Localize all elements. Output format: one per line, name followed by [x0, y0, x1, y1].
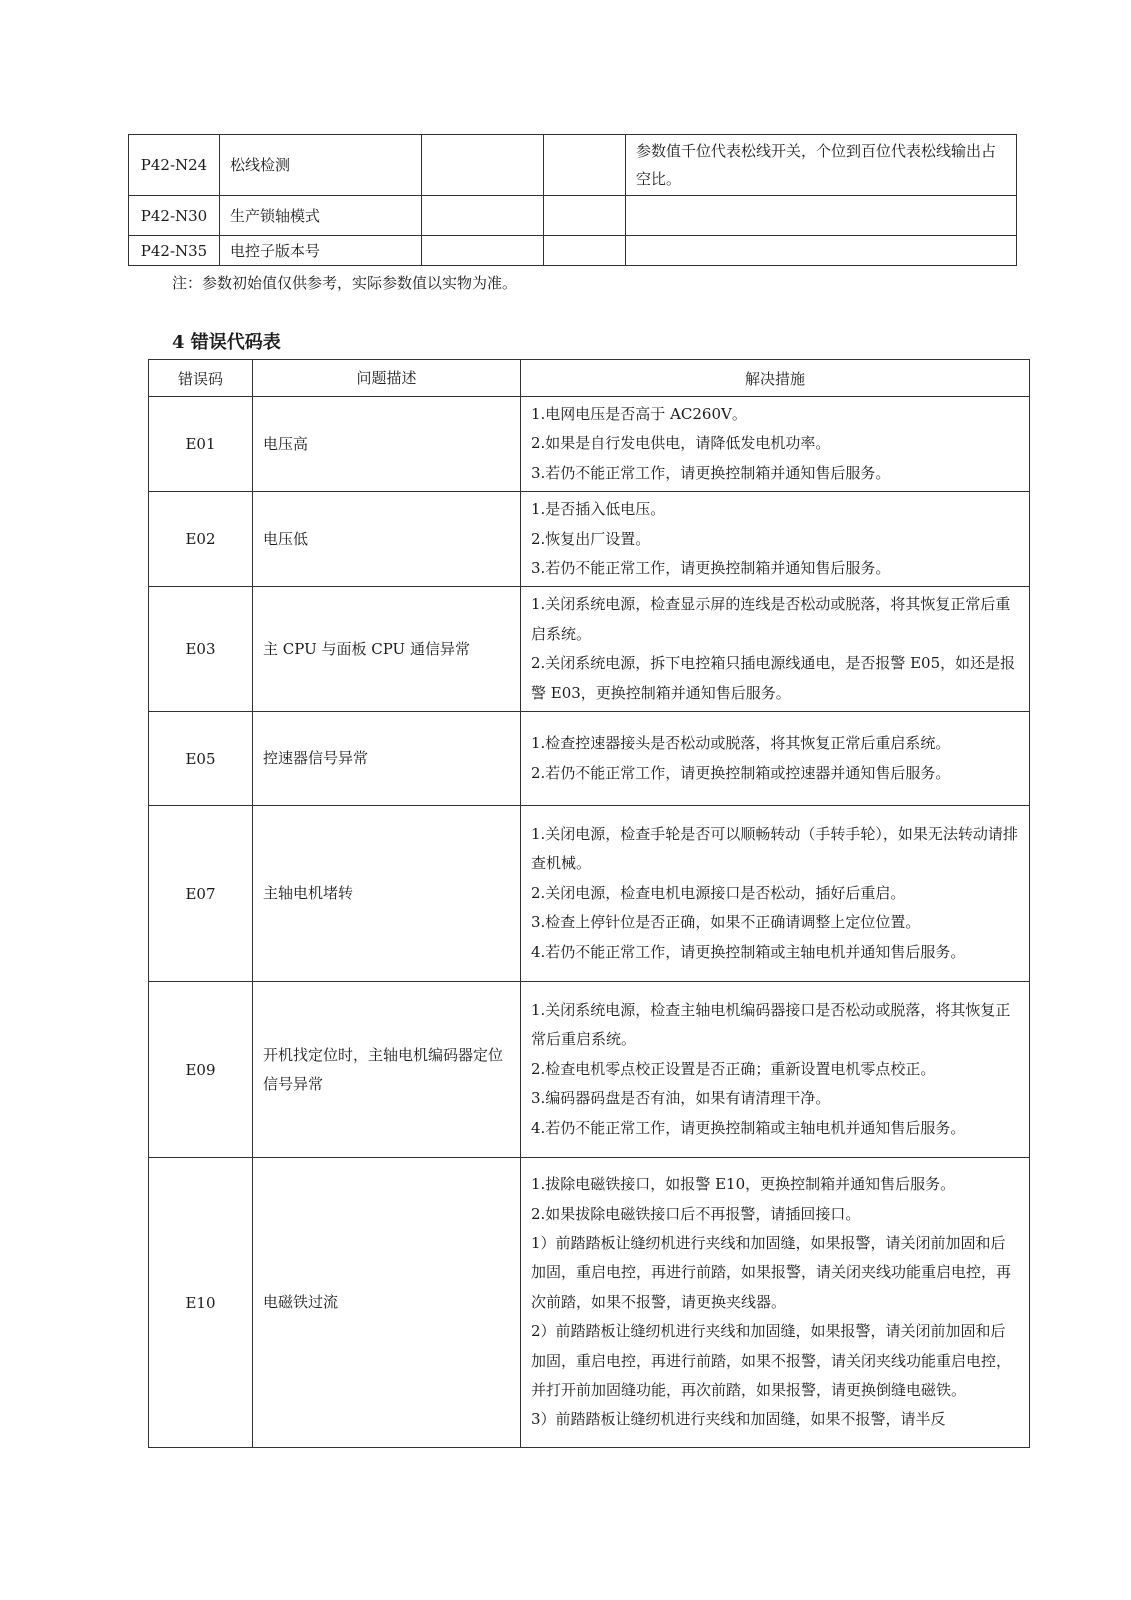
- solution-step: 2.如果拔除电磁铁接口后不再报警，请插回接口。: [531, 1204, 861, 1223]
- solution-step: 2.如果是自行发电供电，请降低发电机功率。: [531, 434, 831, 453]
- solution-step: 1.关闭系统电源，检查显示屏的连线是否松动或脱落，将其恢复正常后重启系统。: [531, 595, 1011, 643]
- table-row: [149, 712, 1030, 806]
- param-value-cell: [422, 236, 544, 266]
- solution-step: 2.关闭电源，检查电机电源接口是否松动，插好后重启。: [531, 883, 906, 902]
- parameter-note: 注：参数初始值仅供参考，实际参数值以实物为准。: [172, 274, 518, 292]
- parameter-table: [128, 134, 1017, 266]
- param-code: P42-N35: [129, 236, 220, 266]
- table-row: [129, 236, 1017, 266]
- param-name: 松线检测: [220, 135, 422, 196]
- table-row: [149, 982, 1030, 1158]
- error-description: 控速器信号异常: [253, 712, 521, 806]
- error-code: E07: [149, 806, 253, 982]
- error-solution: [521, 492, 1030, 587]
- solution-step: 2.若仍不能正常工作，请更换控制箱或控速器并通知售后服务。: [531, 763, 951, 782]
- table-header-row: [149, 360, 1030, 397]
- solution-step: 1）前踏踏板让缝纫机进行夹线和加固缝，如果报警，请关闭前加固和后加固，重启电控，再进行前踏，如果报警，请关闭夹线功能重启电控，再次前踏，如果不报警，请更换夹线器。: [531, 1234, 1012, 1311]
- table-row: [149, 1158, 1030, 1448]
- param-range-cell: [544, 135, 626, 196]
- solution-step: 4.若仍不能正常工作，请更换控制箱或主轴电机并通知售后服务。: [531, 1118, 966, 1137]
- solution-step: 3.编码器码盘是否有油，如果有请清理干净。: [531, 1089, 831, 1108]
- error-description: 开机找定位时，主轴电机编码器定位信号异常: [253, 982, 521, 1158]
- solution-step: 1.检查控速器接头是否松动或脱落，将其恢复正常后重启系统。: [531, 734, 951, 753]
- error-solution: [521, 1158, 1030, 1448]
- error-code-table: [148, 359, 1030, 1448]
- param-value-cell: [422, 196, 544, 236]
- solution-step: 1.拔除电磁铁接口，如报警 E10，更换控制箱并通知售后服务。: [531, 1175, 956, 1194]
- solution-step: 1.关闭电源，检查手轮是否可以顺畅转动（手转手轮），如果无法转动请排查机械。: [531, 825, 1018, 873]
- error-code: E02: [149, 492, 253, 587]
- error-solution: [521, 712, 1030, 806]
- solution-step: 2）前踏踏板让缝纫机进行夹线和加固缝，如果报警，请关闭前加固和后加固，重启电控，再进行前踏，如果不报警，请关闭夹线功能重启电控，并打开前加固缝功能，再次前踏，如果报警，请更换倒缝电磁铁。: [531, 1322, 1012, 1400]
- section-title: 4 错误代码表: [172, 332, 281, 353]
- error-code: E05: [149, 712, 253, 806]
- param-note: [626, 196, 1017, 236]
- solution-step: 3.检查上停针位是否正确，如果不正确请调整上定位位置。: [531, 913, 921, 932]
- table-row: [129, 196, 1017, 236]
- param-name: 电控子版本号: [220, 236, 422, 266]
- solution-step: 2.关闭系统电源，拆下电控箱只插电源线通电，是否报警 E05，如还是报警 E03，更换控制箱并通知售后服务。: [531, 654, 1016, 702]
- solution-step: 3）前踏踏板让缝纫机进行夹线和加固缝，如果不报警，请半反: [531, 1410, 946, 1429]
- error-solution: [521, 397, 1030, 492]
- solution-step: 1.是否插入低电压。: [531, 500, 666, 519]
- table-row: [149, 587, 1030, 712]
- param-range-cell: [544, 236, 626, 266]
- error-description: 电磁铁过流: [253, 1158, 521, 1448]
- solution-step: 2.恢复出厂设置。: [531, 529, 651, 548]
- error-code: E03: [149, 587, 253, 712]
- error-description: 主 CPU 与面板 CPU 通信异常: [253, 587, 521, 712]
- table-row: [149, 492, 1030, 587]
- error-code: E01: [149, 397, 253, 492]
- param-range-cell: [544, 196, 626, 236]
- param-note: 参数值千位代表松线开关，个位到百位代表松线输出占空比。: [626, 135, 1017, 196]
- table-row: [149, 806, 1030, 982]
- solution-step: 1.关闭系统电源，检查主轴电机编码器接口是否松动或脱落，将其恢复正常后重启系统。: [531, 1001, 1011, 1049]
- solution-step: 4.若仍不能正常工作，请更换控制箱或主轴电机并通知售后服务。: [531, 942, 966, 961]
- error-code: E10: [149, 1158, 253, 1448]
- header-description: 问题描述: [253, 360, 521, 397]
- error-description: 主轴电机堵转: [253, 806, 521, 982]
- param-name: 生产锁轴模式: [220, 196, 422, 236]
- header-error-code: 错误码: [149, 360, 253, 397]
- solution-step: 2.检查电机零点校正设置是否正确；重新设置电机零点校正。: [531, 1059, 936, 1078]
- error-solution: [521, 982, 1030, 1158]
- error-code: E09: [149, 982, 253, 1158]
- table-row: [149, 397, 1030, 492]
- table-row: [129, 135, 1017, 196]
- header-solution: 解决措施: [521, 360, 1030, 397]
- solution-step: 1.电网电压是否高于 AC260V。: [531, 405, 747, 423]
- solution-step: 3.若仍不能正常工作，请更换控制箱并通知售后服务。: [531, 463, 891, 482]
- error-description: 电压低: [253, 492, 521, 587]
- error-solution: [521, 806, 1030, 982]
- solution-step: 3.若仍不能正常工作，请更换控制箱并通知售后服务。: [531, 559, 891, 578]
- error-description: 电压高: [253, 397, 521, 492]
- error-solution: [521, 587, 1030, 712]
- param-note: [626, 236, 1017, 266]
- param-code: P42-N30: [129, 196, 220, 236]
- param-value-cell: [422, 135, 544, 196]
- param-code: P42-N24: [129, 135, 220, 196]
